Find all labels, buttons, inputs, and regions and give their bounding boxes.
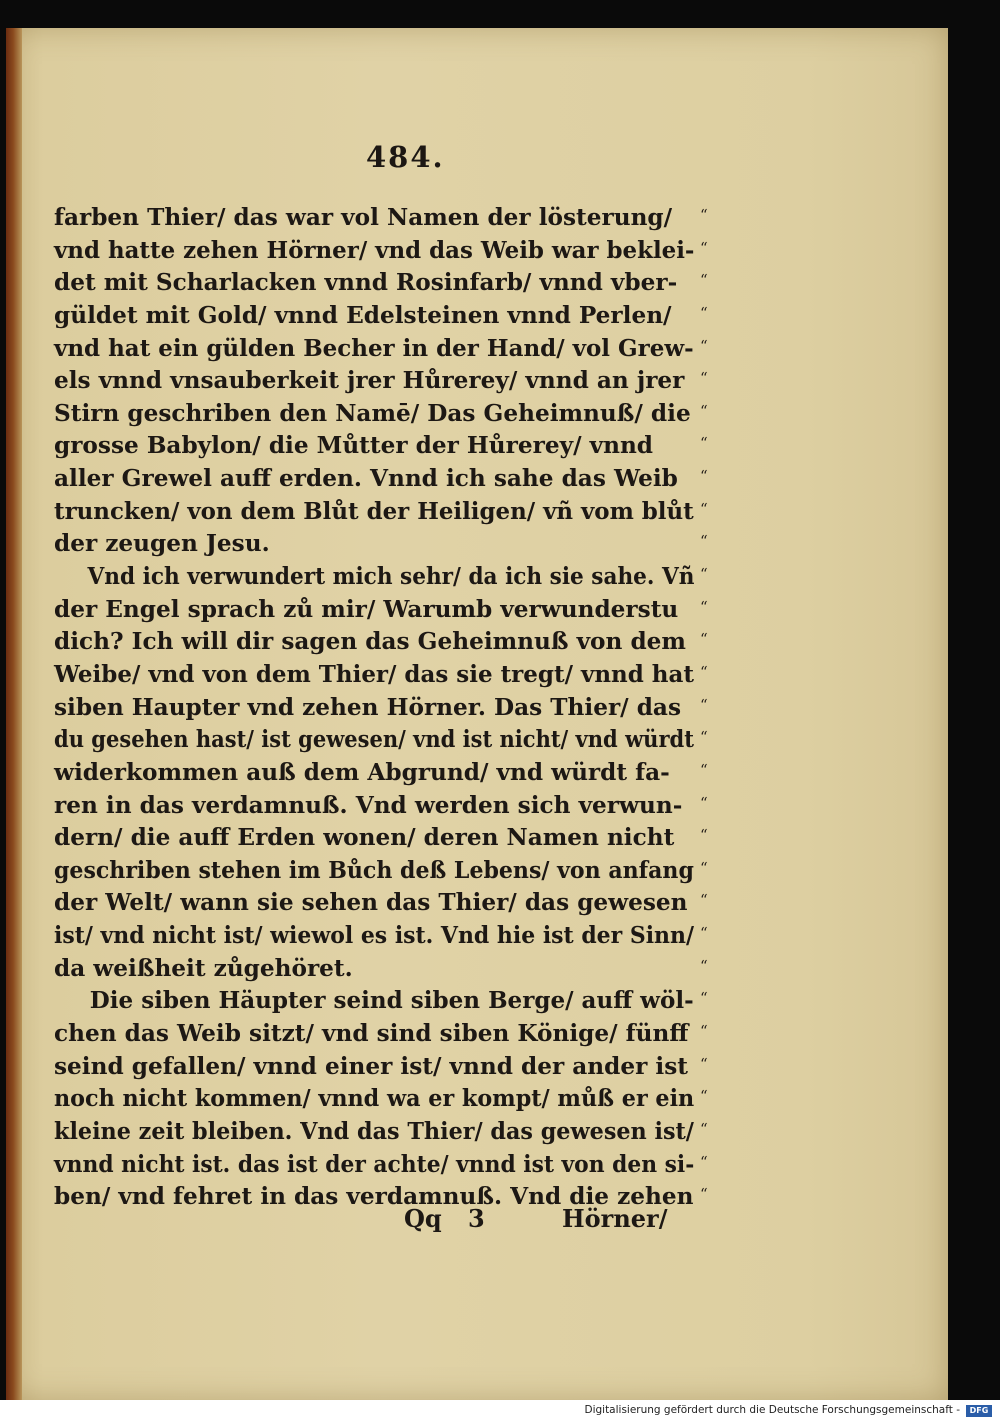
text-line [54, 953, 734, 986]
text-line [54, 1116, 734, 1149]
signature-line [6, 1204, 948, 1244]
text-line [54, 561, 734, 594]
quotation-mark: “ [700, 271, 708, 290]
quotation-mark: “ [700, 206, 708, 224]
text-line [54, 887, 734, 920]
line-text: siben Haupter vnd zehen Hörner. Das Thier/ das [54, 693, 682, 721]
quotation-mark: “ [700, 369, 708, 388]
line-text: ist/ vnd nicht ist/ wiewol es ist. Vnd hie ist der Sinn/ [54, 922, 694, 950]
line-text: els vnnd vnsauberkeit jrer Hůrerey/ vnnd an jrer [54, 367, 685, 395]
quotation-mark: “ [700, 1022, 708, 1041]
line-text: Vnd ich verwundert mich sehr/ da ich sie sahe. Vñ [87, 563, 695, 591]
line-text: ren in das verdamnuß. Vnd werden sich verwun- [54, 791, 683, 819]
text-line [54, 463, 734, 496]
footer-bar [0, 1400, 1000, 1423]
text-line [54, 855, 734, 888]
text-line [54, 790, 734, 823]
line-text: det mit Scharlacken vnnd Rosinfarb/ vnnd vber- [54, 269, 678, 297]
line-text: kleine zeit bleiben. Vnd das Thier/ das gewesen ist/ [54, 1117, 694, 1145]
page-number: 484. [366, 140, 445, 174]
quotation-mark: “ [700, 760, 708, 779]
line-text: du gesehen hast/ ist gewesen/ vnd ist nicht/ vnd würdt [54, 726, 694, 754]
quotation-mark: “ [700, 401, 708, 420]
text-line [54, 920, 734, 953]
line-text: dern/ die auff Erden wonen/ deren Namen nicht [54, 824, 675, 852]
quotation-mark: “ [700, 793, 708, 812]
text-line [54, 594, 734, 627]
text-block [54, 202, 734, 1214]
text-line [54, 985, 734, 1018]
line-text: farben Thier/ das war vol Namen der lösterung/ [54, 204, 673, 231]
text-line [54, 757, 734, 790]
text-line [54, 659, 734, 692]
line-text: Weibe/ vnd von dem Thier/ das sie tregt/ vnnd hat [54, 660, 694, 688]
line-text: ben/ vnd fehret in das verdamnuß. Vnd die zehen [54, 1183, 694, 1211]
quotation-mark: “ [700, 499, 708, 518]
quotation-mark: “ [700, 924, 708, 943]
funding-credit: Digitalisierung gefördert durch die Deutsche Forschungsgemeinschaft - [584, 1404, 960, 1416]
line-text: vnd hat ein gülden Becher in der Hand/ vol Grew- [54, 334, 694, 362]
quotation-mark: “ [700, 238, 708, 257]
line-text: noch nicht kommen/ vnnd wa er kompt/ můß er ein [54, 1085, 695, 1113]
line-text: Stirn geschriben den Namē/ Das Geheimnuß/ die [54, 399, 691, 427]
quotation-mark: “ [700, 956, 708, 975]
line-text: der Engel sprach zů mir/ Warumb verwunderstu [54, 595, 679, 623]
line-text: der zeugen Jesu. [54, 530, 270, 558]
line-text: geschriben stehen im Bůch deß Lebens/ von anfang [54, 856, 694, 884]
line-text: da weißheit zůgehöret. [54, 954, 353, 982]
quotation-mark: “ [700, 989, 708, 1008]
quotation-mark: “ [700, 695, 708, 714]
quotation-mark: “ [700, 434, 708, 453]
line-text: chen das Weib sitzt/ vnd sind siben Könige/ fünff [54, 1020, 689, 1048]
quotation-mark: “ [700, 336, 708, 355]
dfg-logo: DFG [966, 1405, 992, 1417]
text-line [54, 365, 734, 398]
quotation-mark: “ [700, 303, 708, 322]
text-line [54, 1051, 734, 1084]
text-line [54, 300, 734, 333]
quotation-mark: “ [700, 826, 708, 845]
text-line [54, 430, 734, 463]
catchword: Hörner/ [562, 1204, 668, 1233]
line-text: vnd hatte zehen Hörner/ vnd das Weib war beklei- [54, 236, 695, 264]
text-line [54, 333, 734, 366]
line-text: grosse Babylon/ die Můtter der Hůrerey/ vnnd [54, 432, 654, 460]
book-page [6, 28, 948, 1400]
quotation-mark: “ [700, 1054, 708, 1073]
quotation-mark: “ [700, 728, 708, 747]
book-spine [6, 28, 22, 1400]
line-text: seind gefallen/ vnnd einer ist/ vnnd der ander ist [54, 1052, 688, 1080]
quotation-mark: “ [700, 532, 708, 551]
text-line [54, 626, 734, 659]
text-line [54, 496, 734, 529]
quotation-mark: “ [700, 1119, 708, 1138]
line-text: dich? Ich will dir sagen das Geheimnuß von dem [54, 628, 686, 656]
quotation-mark: “ [700, 1087, 708, 1106]
quotation-mark: “ [700, 1152, 708, 1171]
text-line [54, 398, 734, 431]
line-text: Die siben Häupter seind siben Berge/ auff wöl- [89, 987, 694, 1015]
line-text: widerkommen auß dem Abgrund/ vnd würdt fa- [54, 758, 670, 786]
signature-mark: Qq 3 [404, 1204, 485, 1233]
quotation-mark: “ [700, 1185, 708, 1204]
quotation-mark: “ [700, 630, 708, 649]
text-line [54, 1149, 734, 1182]
quotation-mark: “ [700, 858, 708, 877]
quotation-mark: “ [700, 891, 708, 910]
text-line [54, 235, 734, 268]
text-line [54, 1083, 734, 1116]
line-text: der Welt/ wann sie sehen das Thier/ das gewesen [54, 889, 688, 917]
text-line [54, 528, 734, 561]
text-line [54, 822, 734, 855]
line-text: vnnd nicht ist. das ist der achte/ vnnd ist von den si- [54, 1150, 695, 1178]
line-text: aller Grewel auff erden. Vnnd ich sahe das Weib [54, 465, 678, 493]
text-line [54, 692, 734, 725]
quotation-mark: “ [700, 467, 708, 486]
text-line [54, 267, 734, 300]
text-line [54, 202, 734, 235]
quotation-mark: “ [700, 597, 708, 616]
text-line [54, 724, 734, 757]
text-line [54, 1018, 734, 1051]
line-text: truncken/ von dem Blůt der Heiligen/ vñ vom blůt [54, 497, 694, 525]
quotation-mark: “ [700, 662, 708, 681]
quotation-mark: “ [700, 565, 708, 584]
line-text: güldet mit Gold/ vnnd Edelsteinen vnnd Perlen/ [54, 301, 672, 329]
